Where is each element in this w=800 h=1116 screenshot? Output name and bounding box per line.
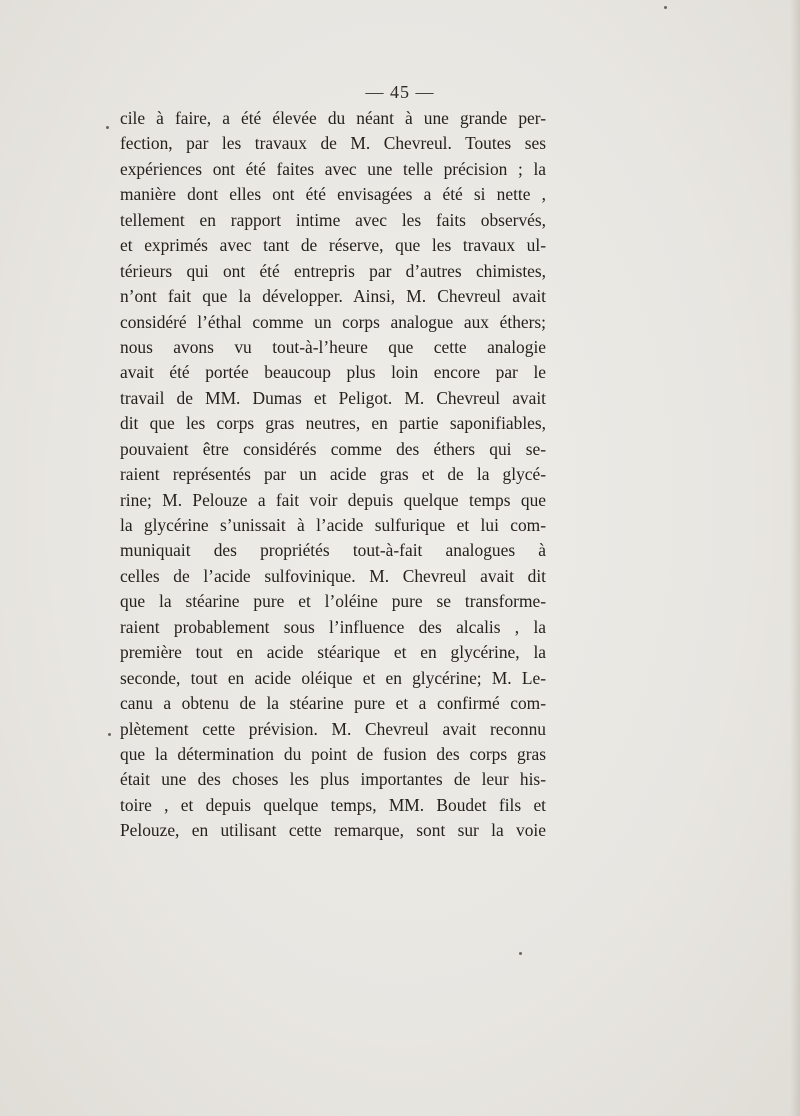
text-line: première tout en acide stéarique et en glycérine, la [120,642,546,663]
text-line: raient représentés par un acide gras et de la glycé- [120,464,546,485]
text-line: tellement en rapport intime avec les faits observés, [120,209,546,230]
text-line: nous avons vu tout-à-l’heure que cette analogie [120,336,546,357]
text-line: expériences ont été faites avec une telle précision ; la [120,158,546,179]
text-line: plètement cette prévision. M. Chevreul avait reconnu [120,718,546,739]
ink-speck [519,952,522,955]
body-text [120,106,546,844]
text-line: manière dont elles ont été envisagées a été si nette , [120,184,546,205]
text-line: pouvaient être considérés comme des éthers qui se- [120,438,546,459]
page-edge-shadow [790,0,800,1116]
text-line: cile à faire, a été élevée du néant à une grande per- [120,108,546,128]
text-line: muniquait des propriétés tout-à-fait analogues à [120,540,546,561]
text-line: rine; M. Pelouze a fait voir depuis quelque temps que [120,489,546,510]
text-line: travail de MM. Dumas et Peligot. M. Chevreul avait [120,387,546,408]
text-line: térieurs qui ont été entrepris par d’autres chimistes, [120,260,546,281]
text-line: n’ont fait que la développer. Ainsi, M. Chevreul avait [120,286,546,307]
text-line: raient probablement sous l’influence des alcalis , la [120,616,546,637]
text-line: que la stéarine pure et l’oléine pure se transforme- [120,591,546,612]
text-line: canu a obtenu de la stéarine pure et a confirmé com- [120,693,546,714]
ink-speck [106,126,109,129]
text-line: Pelouze, en utilisant cette remarque, sont sur la voie [120,820,546,841]
text-line: était une des choses les plus importantes de leur his- [120,769,546,790]
ink-speck [108,733,111,736]
text-line: que la détermination du point de fusion des corps gras [120,743,546,764]
text-line: dit que les corps gras neutres, en partie saponifiables, [120,413,546,434]
text-line: seconde, tout en acide oléique et en glycérine; M. Le- [120,667,546,688]
text-line: fection, par les travaux de M. Chevreul. Toutes ses [120,133,546,154]
text-line: celles de l’acide sulfovinique. M. Chevreul avait dit [120,565,546,586]
text-line: la glycérine s’unissait à l’acide sulfurique et lui com- [120,515,546,535]
text-line: avait été portée beaucoup plus loin encore par le [120,362,546,383]
text-line: et exprimés avec tant de réserve, que les travaux ul- [120,235,546,256]
page-number: — 45 — [365,82,435,102]
text-line: considéré l’éthal comme un corps analogue aux éthers; [120,311,546,332]
text-line: toire , et depuis quelque temps, MM. Boudet fils et [120,794,546,815]
ink-speck [664,6,667,9]
